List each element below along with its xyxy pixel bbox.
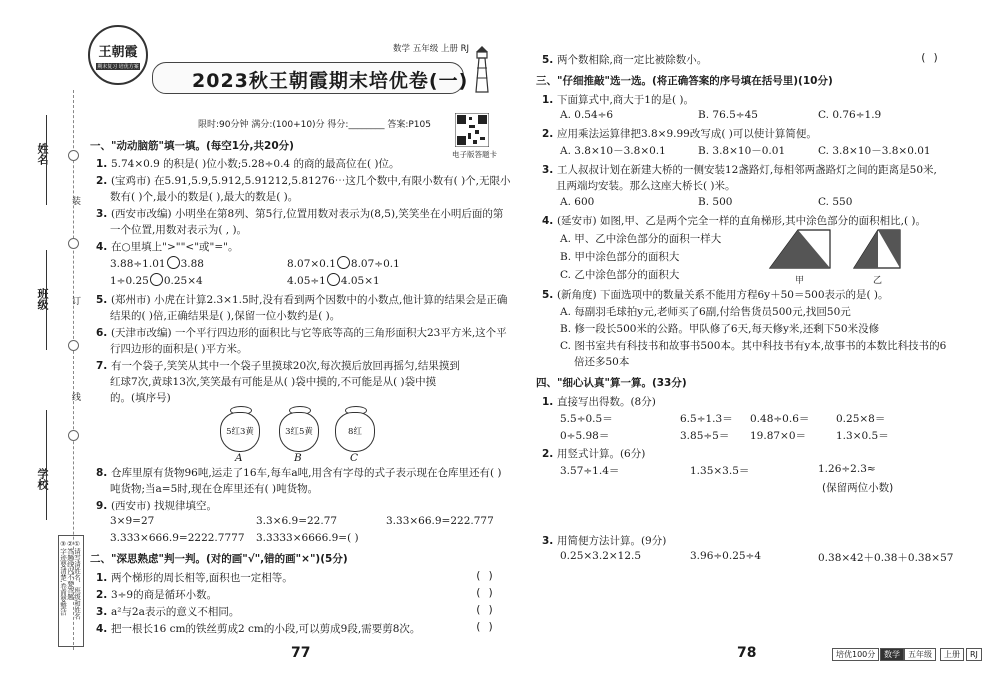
page-title: 2023秋王朝霞期末培优卷(一): [192, 70, 469, 92]
page-number-left: 77: [291, 645, 311, 661]
judge-4: 4. 把一根长16 cm的铁丝剪成2 cm的小段,可以剪成9段,需要剪8次。: [96, 623, 421, 635]
choice-option[interactable]: A. 每副羽毛球拍y元,老师买了6副,付给售货员500元,找回50元: [560, 306, 851, 318]
strip-marker: 线: [70, 392, 80, 401]
compare-item: 1÷0.25 0.25×4: [110, 275, 203, 287]
question-7-cont2: 的。(填序号): [110, 392, 171, 404]
judge-3: 3. a²与2a表示的意义不相同。: [96, 606, 240, 618]
answer-paren[interactable]: ( ): [475, 587, 494, 599]
subject-badge: 数学 五年级 上册 RJ: [393, 44, 470, 54]
choice-option[interactable]: A. 0.54÷6: [560, 109, 614, 121]
vertical-calc-item[interactable]: 3.57÷1.4＝: [560, 465, 620, 477]
strip-marker: 装: [70, 196, 80, 205]
section-4-heading: 四、"细心认真"算一算。(33分): [536, 377, 687, 389]
section-3-heading: 三、"仔细推敲"选一选。(将正确答案的序号填在括号里)(10分): [536, 75, 833, 87]
question-5: 5. (郑州市) 小虎在计算2.3×1.5时,没有看到两个因数中的小数点,他计算的结果会是正确: [96, 294, 508, 306]
answer-paren[interactable]: ( ): [475, 604, 494, 616]
bag-label-b: B: [294, 452, 302, 464]
question-3: 3. (西安市改编) 小明坐在第8列、第5行,位置用数对表示为(8,5),笑笑坐在小明后面的第: [96, 208, 504, 220]
footer-edition: RJ: [966, 648, 982, 661]
choice-option[interactable]: B. 甲中涂色部分的面积大: [560, 251, 680, 263]
school-label: 学校: [36, 468, 49, 490]
oral-calc-item[interactable]: 0.48÷0.6＝: [750, 413, 810, 425]
choice-option[interactable]: A. 600: [560, 196, 595, 208]
pattern-item: 3×9=27: [110, 515, 155, 527]
oral-calc-item[interactable]: 19.87×0＝: [750, 430, 807, 442]
note-line: ③字迹要清楚,卷面要整洁: [59, 540, 67, 616]
logo-subtext: 期末复习 培优方案: [97, 64, 139, 70]
calc-2: 2. 用竖式计算。(6分): [542, 448, 646, 460]
note-line: ①请写清姓名、班级和姓名: [73, 540, 81, 620]
rounding-note: (保留两位小数): [822, 482, 894, 494]
ball-bag-c: 8红: [335, 412, 375, 452]
pattern-item: 3.3×6.9=22.77: [256, 515, 338, 527]
simplify-calc-item[interactable]: 0.25×3.2×12.5: [560, 550, 642, 562]
question-7-cont: 红球7次,黄球13次,笑笑最有可能是从( )袋中摸的,不可能是从( )袋中摸: [110, 376, 437, 388]
note-line: ②答题线内不要答题: [66, 540, 74, 600]
binding-hole: [68, 238, 79, 249]
section-2-heading: 二、"深思熟虑"判一判。(对的画"√",错的画"×")(5分): [90, 553, 348, 565]
pattern-item: 3.33×66.9=222.777: [386, 515, 494, 527]
choice-option[interactable]: B. 76.5÷45: [698, 109, 758, 121]
name-label: 姓名: [36, 143, 49, 165]
qr-code[interactable]: [455, 113, 489, 147]
section-1-heading: 一、"动动脑筋"填一填。(每空1分,共20分): [90, 140, 294, 152]
question-5-cont: 结果的( )倍,正确结果是( ),保留一位小数约是( )。: [110, 310, 341, 322]
choice-option[interactable]: B. 修一段长500米的公路。甲队修了6天,每天修y米,还剩下50米没修: [560, 323, 880, 335]
question-8-cont: 吨货物;当a=5时,现在仓库里还有( )吨货物。: [110, 483, 319, 495]
choice-option-cont: 倍还多50本: [574, 356, 630, 368]
class-line: [46, 250, 47, 350]
compare-circle[interactable]: [167, 256, 180, 269]
choice-option[interactable]: C. 3.8×10－3.8×0.01: [818, 145, 931, 157]
choice-option[interactable]: C. 图书室共有科技书和故事书500本。其中科技书有y本,故事书的本数比科技书的6: [560, 340, 947, 352]
oral-calc-item[interactable]: 0.25×8＝: [836, 413, 886, 425]
choice-3: 3. 工人叔叔计划在新建大桥的一侧安装12盏路灯,每相邻两盏路灯之间的距离是50米,: [542, 164, 937, 176]
oral-calc-item[interactable]: 1.3×0.5＝: [836, 430, 889, 442]
choice-option[interactable]: C. 550: [818, 196, 853, 208]
oral-calc-item[interactable]: 6.5÷1.3＝: [680, 413, 733, 425]
footer-brand: 培优100分: [832, 648, 879, 661]
judge-5: 5. 两个数相除,商一定比被除数小。: [542, 54, 708, 66]
ball-bag-a: 5红3黄: [220, 412, 260, 452]
compare-item: 8.07×0.1 8.07÷0.1: [287, 258, 400, 270]
choice-4: 4. (延安市) 如图,甲、乙是两个完全一样的直角梯形,其中涂色部分的面积相比,( )。: [542, 215, 927, 227]
calc-3: 3. 用简便方法计算。(9分): [542, 535, 667, 547]
binding-hole: [68, 150, 79, 161]
choice-option[interactable]: B. 3.8×10－0.01: [698, 145, 786, 157]
question-3-cont: 一个位置,用数对表示为( , )。: [110, 224, 248, 236]
simplify-calc-item[interactable]: 0.38×42＋0.38＋0.38×57: [818, 552, 954, 564]
qr-caption: 电子版答题卡: [452, 150, 497, 159]
bag-label-c: C: [350, 452, 359, 464]
bag-label-a: A: [235, 452, 243, 464]
question-8: 8. 仓库里原有货物96吨,运走了16车,每车a吨,用含有字母的式子表示现在仓库里还有( ): [96, 467, 502, 479]
class-label: 班级: [36, 288, 49, 310]
choice-option[interactable]: A. 3.8×10－3.8×0.1: [560, 145, 666, 157]
logo: [88, 25, 148, 85]
compare-item: 3.88÷1.01 3.88: [110, 258, 204, 270]
compare-circle[interactable]: [327, 273, 340, 286]
ball-bag-b: 3红5黄: [279, 412, 319, 452]
oral-calc-item[interactable]: 0÷5.98＝: [560, 430, 610, 442]
simplify-calc-item[interactable]: 3.96÷0.25÷4: [690, 550, 762, 562]
question-4: 4. 在○里填上">""<"或"="。: [96, 241, 239, 253]
figure-label-jia: 甲: [795, 276, 805, 286]
vertical-calc-item[interactable]: 1.26÷2.3≈: [818, 463, 876, 475]
page-number-right: 78: [737, 645, 757, 661]
choice-2: 2. 应用乘法运算律把3.8×9.99改写成( )可以使计算简便。: [542, 128, 817, 140]
footer-grade: 五年级: [904, 648, 936, 661]
compare-circle[interactable]: [150, 273, 163, 286]
choice-option[interactable]: C. 0.76÷1.9: [818, 109, 882, 121]
strip-marker: 订: [70, 296, 80, 305]
question-6: 6. (天津市改编) 一个平行四边形的面积比与它等底等高的三角形面积大23平方米,这个平: [96, 327, 507, 339]
figure-label-yi: 乙: [873, 276, 883, 286]
pattern-item: 3.3333×6666.9=( ): [256, 532, 359, 544]
calc-1: 1. 直接写出得数。(8分): [542, 396, 656, 408]
oral-calc-item[interactable]: 3.85÷5＝: [680, 430, 730, 442]
answer-paren[interactable]: ( ): [475, 621, 494, 633]
compare-item: 4.05÷1 4.05×1: [287, 275, 380, 287]
question-9: 9. (西安市) 找规律填空。: [96, 500, 217, 512]
logo-text: 王朝霞: [98, 45, 138, 60]
answer-paren[interactable]: ( ): [920, 52, 939, 64]
trapezoid-figure-jia: [768, 228, 832, 270]
choice-1: 1. 下面算式中,商大于1的是( )。: [542, 94, 695, 106]
name-line: [46, 115, 47, 205]
judge-1: 1. 两个梯形的周长相等,面积也一定相等。: [96, 572, 293, 584]
compare-circle[interactable]: [337, 256, 350, 269]
pattern-item: 3.333×666.9=2222.7777: [110, 532, 245, 544]
question-2-cont: 数有( )个,最小的数是( ),最大的数是( )。: [110, 191, 299, 203]
exam-meta: 限时:90分钟 满分:(100+10)分 得分:________ 答案:P105: [198, 120, 431, 130]
trapezoid-figure-yi: [852, 228, 902, 270]
question-7: 7. 有一个袋子,笑笑从其中一个袋子里摸球20次,每次摸后放回再摇匀,结果摸到: [96, 360, 460, 372]
choice-5: 5. (新角度) 下面选项中的数量关系不能用方程6y＋50＝500表示的是( )。: [542, 289, 889, 301]
judge-2: 2. 3÷9的商是循环小数。: [96, 589, 218, 601]
choice-option[interactable]: A. 甲、乙中涂色部分的面积一样大: [560, 233, 722, 245]
footer-subject: 数学: [880, 648, 904, 661]
vertical-calc-item[interactable]: 1.35×3.5＝: [690, 465, 750, 477]
answer-paren[interactable]: ( ): [475, 570, 494, 582]
question-1: 1. 5.74×0.9 的积是( )位小数;5.28÷0.4 的商的最高位在( )位。: [96, 158, 400, 170]
binding-hole: [68, 340, 79, 351]
lighthouse-icon: [464, 44, 500, 94]
choice-option[interactable]: B. 500: [698, 196, 733, 208]
footer-volume: 上册: [940, 648, 964, 661]
question-6-cont: 行四边形的面积是( )平方米。: [110, 343, 248, 355]
choice-option[interactable]: C. 乙中涂色部分的面积大: [560, 269, 680, 281]
question-2: 2. (宝鸡市) 在5.91,5.9,5.912,5.91212,5.81276⋯这几个数中,有限小数有( )个,无限小: [96, 175, 511, 187]
school-line: [46, 410, 47, 520]
binding-hole: [68, 430, 79, 441]
oral-calc-item[interactable]: 5.5÷0.5＝: [560, 413, 613, 425]
choice-3-cont: 且两端均安装。那么这座大桥长( )米。: [556, 180, 736, 192]
